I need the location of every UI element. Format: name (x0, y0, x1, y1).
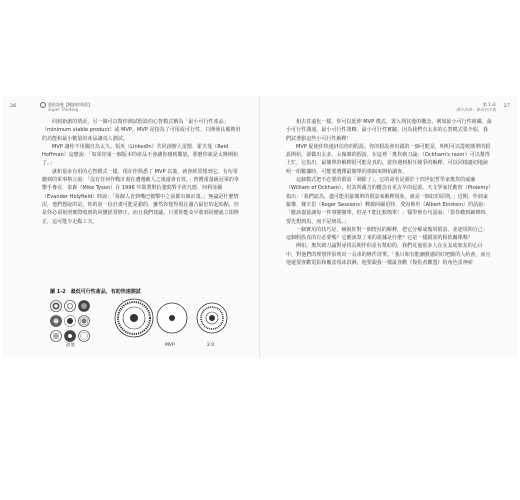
book-spread (2, 96, 518, 358)
body-text (42, 118, 242, 226)
body-text (286, 118, 492, 267)
header-title: 超級思維【暢銷經典版】 (48, 102, 92, 107)
page-number: 27 (503, 103, 510, 109)
label-mvp: MVP (165, 343, 175, 348)
header-subtitle: Super Thinking (48, 107, 79, 112)
running-header (456, 102, 496, 112)
paragraph: 一個實用的技巧是，檢視你對一個情況的解釋，把它分解成幾項假設，並逐項問自己：這個假設真的有必要嗎？它應該算了來的證據是什麼？它是一樣錯誤的相依關係嗎？ (286, 226, 488, 242)
paragraph: 這個模式把不必要的假設「剃除了」，它的命名是源於十四世紀哲學家奧坎的威廉（William of Ockham），但其所蘊含的概念有更古早的起源。天文學家托勒密（Ptolemy）指出：「我們認為，盡可能用最簡單的假設來解釋現象，就是一個好的原則。」近期，作曲家羅傑．賽辛思（Roger Sessions）釋義阿爾伯特．愛因斯坦（Albert Einstein）的話說：「應該盡量讓每一件事變簡單，但是不能比較簡單！」醫學裡有句話說：「當你聽到蹄聲時，要先想到馬，而不是斑馬。」 (286, 177, 491, 225)
page-number: 26 (10, 103, 17, 109)
running-header (48, 102, 92, 112)
paragraph: 回到新創的情況，另一個可以幫你測試假設的心智模式稱為「最小可行性產品」（minimum viable product）或 MVP。MVP 是指為了可用或可行性，只開發具備夠用的功能和最小數量的產品讓真人測試。 (42, 119, 241, 142)
large-gear-circle (115, 299, 153, 337)
figure-title: 圖 1-2 最低可行性產品，有助快速測試 (50, 289, 141, 295)
design-circles (51, 301, 90, 342)
left-page (2, 96, 260, 358)
paragraph: MVP 促使你快速評估你的假設。你的假設會出錯的一個可能是，明明可以從較簡單的假設開始，卻做出太多、太複雜的假設。在這裡「奧坎剃刀論」（Ockham's razor）可以幫得上忙，它指出，最簡單的解釋很可能是真的。當你遇到相互競爭的解釋，可以同樣適切地說明一組數據時，可能要選擇最簡單的那個來開始調查。 (286, 143, 491, 175)
header-title: 第 1 章 (482, 102, 496, 107)
paragraph: MVP 讓你不用獨自為太久。領英（LinkedIn）共同創辦人雷德．霍夫曼（Reid Hoffman）這麼說：「如果你第一個版本的產品不會讓你感到尷尬，那麼你就是太晚開始了。」 (42, 143, 239, 167)
figure-1-2 (42, 288, 242, 348)
mvp-illustration (42, 296, 242, 348)
paragraph: 相去甚遠化一樣，你可以延伸 MVP 模式，置入朔其他的概念，例如最小可行性組織、最小可行性溝通、最小可行性策略、最小可行性實驗。因為我們有太多的心智模式要介紹，我們試著偷這些小可行性解釋！ (286, 119, 492, 142)
header-subtitle: 減少出錯：靠出好決策 (456, 107, 496, 112)
version-2-circle (197, 303, 227, 333)
label-design: 設衰 (66, 343, 75, 348)
right-page (260, 96, 518, 358)
book-logo-icon (40, 102, 46, 108)
paragraph: 例如，奧坎剃刀論對尋找長期伴侶是有幫助的，我們見過很多人在女友或朋友的心目中，對他們的理想伴侶列出一長串的條件清單。「我只和有能幽默感的紅吧臉的人約會，而且他還要喜歡電影和覆盆莓冰淇淋，他要跟我一樣最喜歡《復仇者聯盟》的角色雷神索 (286, 243, 491, 267)
paragraph: 就和很多有用的心智模式一樣，現在你熟悉了 MVP 以後，就會經常想到它。有句常聽到的軍事格言說：「沒有任何作戰計畫在遭遇敵人之後還會有效。」曾獲重量級冠軍的拳擊手麥克．泰森（Mike Tyson）在 1996 年即將對抗強勁對手依凡德．何利菲爾（Evander Holyfield）時說：「每個人直到嘴巴被擊中之前都有個計畫。」無論是什麼情況，他們想說的是，你的第一份計畫可能是錯的，雖然你覺得現在適合最好的起始點，但是你必須依照實際收到的回饋經常修正。而且我們建議，只要你能及早收到回饋就立即修正，這可能少走點工夫。 (42, 168, 240, 225)
label-2-0: 2.0 (207, 343, 215, 348)
mvp-circle (157, 303, 187, 333)
